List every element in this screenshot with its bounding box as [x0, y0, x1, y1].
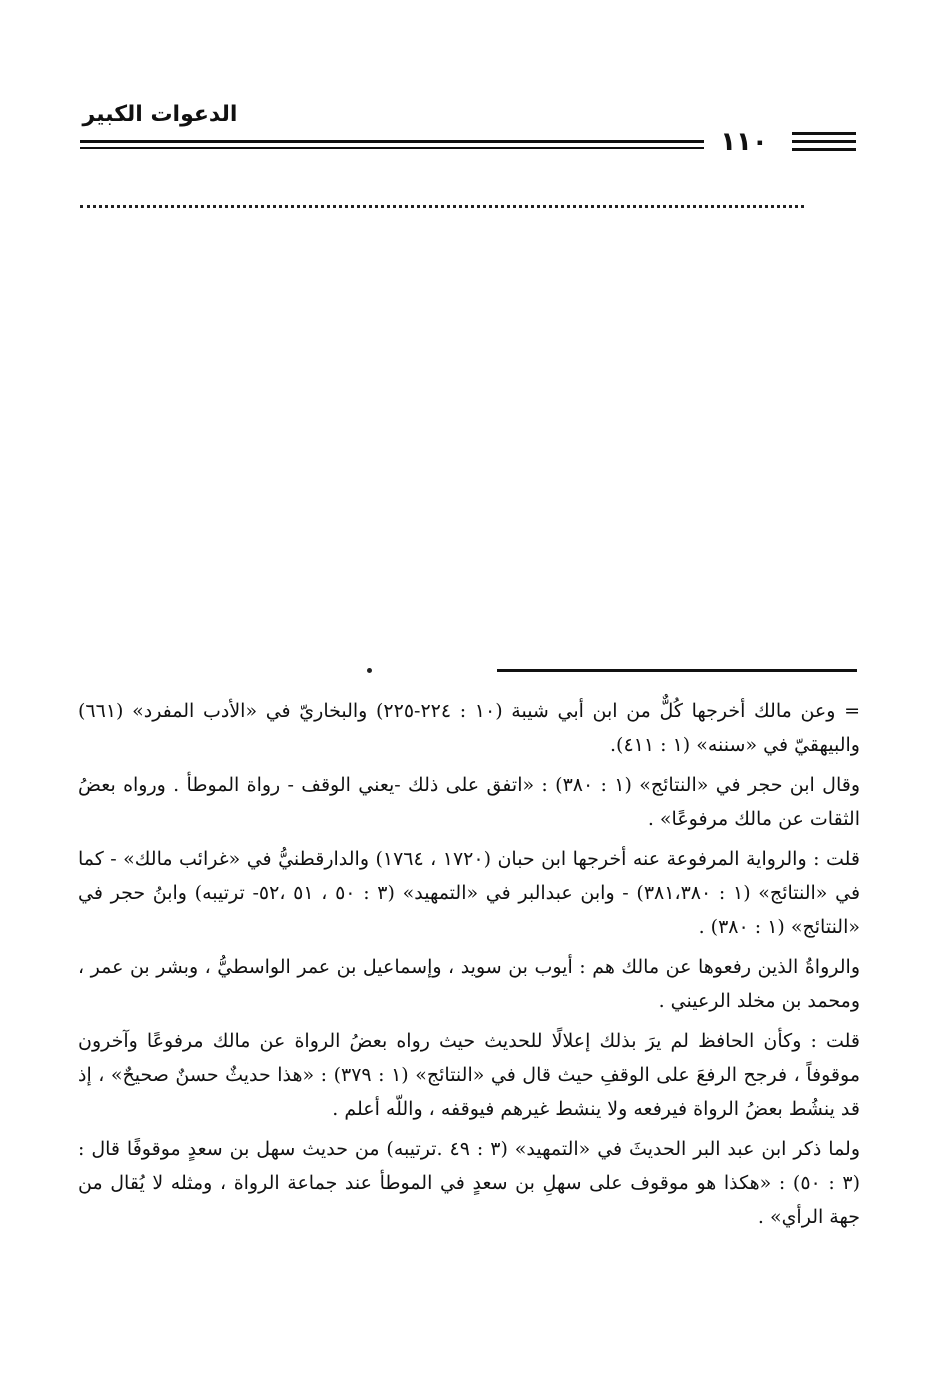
- page-number-rule-1: [792, 132, 856, 135]
- running-title: الدعوات الكبير: [82, 102, 238, 127]
- footnote-paragraph: قلت : والرواية المرفوعة عنه أخرجها ابن حبان (١٧٢٠ ، ١٧٦٤) والدارقطنيُّ في «غرائب مالك» - كما في «النتائج» (١ : ٣٨١،٣٨٠) - وابن عبدالبر في «التمهيد» (٣ : ٥٠ ، ٥١ ،٥٢- ترتيبه) وابنُ حجر في «النتائج» (١ : ٣٨٠) .: [78, 848, 861, 938]
- footnotes-block: [78, 694, 860, 1240]
- dotted-divider: [80, 205, 804, 208]
- footnote-paragraph: = وعن مالك أخرجها كُلٌّ من ابن أبي شيبة (١٠ : ٢٢٤-٢٢٥) والبخاريّ في «الأدب المفرد» (٦٦١) والبيهقيّ في «سننه» (١ : ٤١١).: [78, 700, 860, 756]
- page-number-rule-2: [792, 140, 856, 143]
- ink-dot: [367, 668, 372, 673]
- header-rule-bottom: [80, 147, 704, 149]
- footnote-paragraph: والرواةُ الذين رفعوها عن مالك هم : أيوب بن سويد ، وإسماعيل بن عمر الواسطيُّ ، وبشر بن عمر ، ومحمد بن مخلد الرعيني .: [78, 956, 860, 1012]
- page-number: ١١٠: [720, 127, 768, 157]
- footnote-paragraph: قلت : وكأن الحافظ لم يرَ بذلك إعلالًا للحديث حيث رواه بعضُ الرواة عن مالك مرفوعًا وآخرون موقوفاً ، فرجح الرفعَ على الوقفِ حيث قال في «النتائج» (١ : ٣٧٩) : «هذا حديثٌ حسنٌ صحيحٌ» ، إذ قد ينشُط بعضُ الرواة فيرفعه ولا ينشط غيرهم فيوقفه ، واللّه أعلم .: [78, 1030, 861, 1120]
- footnote-paragraph: ولما ذكر ابن عبد البر الحديثَ في «التمهيد» (٣ : ٤٩ .ترتيبه) من حديث سهل بن سعدٍ موقوفًا قال : (٣ : ٥٠) : «هكذا هو موقوف على سهلِ بن سعدٍ في الموطأ عند جماعة الرواة ، ومثله لا يُقال من جهة الرأي» .: [78, 1138, 861, 1228]
- footnote-paragraph: وقال ابن حجر في «النتائج» (١ : ٣٨٠) : «اتفق على ذلك -يعني الوقف - رواة الموطأ . ورواه بعضُ الثقات عن مالك مرفوعًا» .: [78, 774, 860, 830]
- footnote-separator: [497, 669, 857, 672]
- page-number-rule-3: [792, 148, 856, 151]
- header-rule-top: [80, 140, 704, 143]
